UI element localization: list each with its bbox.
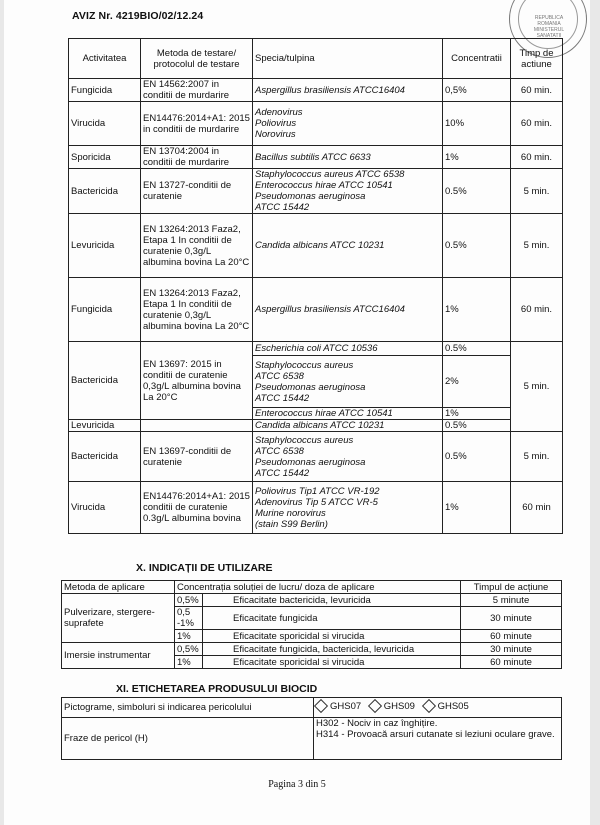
species-cell bbox=[253, 420, 443, 432]
concentration-cell: 0.5% bbox=[443, 169, 511, 214]
usage-conc-cell: 0,5% bbox=[175, 643, 203, 656]
hazard-statement: H302 - Nociv in caz înghițire. bbox=[316, 718, 438, 729]
species-name: Murine norovirus bbox=[255, 507, 326, 519]
document-page bbox=[4, 0, 590, 825]
usage-col-time: Timpul de acțiune bbox=[461, 581, 562, 594]
activity-cell: Fungicida bbox=[69, 79, 141, 102]
ghs05-pictogram: GHS05 bbox=[424, 701, 469, 712]
hazard-statement: H314 - Provoacă arsuri cutanate si leziuni oculare grave. bbox=[316, 729, 555, 740]
species-name: Staphylococcus aureus bbox=[255, 359, 354, 371]
table-header-row bbox=[69, 39, 563, 79]
activity-cell: Bactericida bbox=[69, 432, 141, 482]
species-name: Aspergillus brasiliensis ATCC16404 bbox=[255, 304, 405, 315]
method-cell: EN14476:2014+A1: 2015 in conditii de murdarire bbox=[141, 102, 253, 146]
pictogram-label: Pictograme, simboluri si indicarea pericolului bbox=[62, 698, 314, 718]
species-name: (stain S99 Berlin) bbox=[255, 518, 328, 530]
species-name: Pseudomonas aeruginosa bbox=[255, 381, 366, 393]
species-name: ATCC 6538 bbox=[255, 445, 304, 457]
table-row bbox=[69, 79, 563, 102]
usage-time-cell: 5 minute bbox=[461, 594, 562, 607]
method-cell: EN 13704:2004 in conditii de murdarire bbox=[141, 146, 253, 169]
method-cell: EN14476:2014+A1: 2015 conditii de curatenie 0.3g/L albumina bovina bbox=[141, 482, 253, 534]
usage-conc-cell: 0,5% bbox=[175, 594, 203, 607]
concentration-cell: 2% bbox=[443, 356, 511, 408]
species-cell bbox=[253, 102, 443, 146]
species-name: Aspergillus brasiliensis ATCC16404 bbox=[255, 84, 405, 96]
concentration-cell: 0.5% bbox=[443, 214, 511, 278]
table-row bbox=[69, 482, 563, 534]
species-name: Staphylococcus aureus bbox=[255, 434, 354, 446]
usage-table bbox=[61, 580, 562, 669]
time-cell: 5 min. bbox=[511, 432, 563, 482]
aviz-number: AVIZ Nr. 4219BIO/02/12.24 bbox=[72, 10, 204, 22]
activity-cell: Virucida bbox=[69, 482, 141, 534]
usage-time-cell: 60 minute bbox=[461, 630, 562, 643]
species-name: Adenovirus Tip 5 ATCC VR-5 bbox=[255, 496, 378, 508]
species-name: Poliovirus bbox=[255, 118, 297, 129]
usage-row bbox=[62, 594, 562, 607]
species-cell bbox=[253, 146, 443, 169]
activity-cell: Virucida bbox=[69, 102, 141, 146]
table-row bbox=[69, 169, 563, 214]
species-cell bbox=[253, 432, 443, 482]
activity-cell: Levuricida bbox=[69, 214, 141, 278]
table-row bbox=[69, 214, 563, 278]
time-cell: 5 min. bbox=[511, 169, 563, 214]
usage-header-row bbox=[62, 581, 562, 594]
method-cell bbox=[141, 420, 253, 432]
concentration-cell: 1% bbox=[443, 278, 511, 342]
table-row bbox=[69, 102, 563, 146]
time-cell: 5 min. bbox=[511, 214, 563, 278]
usage-desc-cell: Eficacitate bactericida, levuricida bbox=[203, 594, 461, 607]
species-name: Pseudomonas aeruginosa bbox=[255, 191, 366, 202]
concentration-cell: 0.5% bbox=[443, 432, 511, 482]
usage-method-cell: Imersie instrumentar bbox=[62, 643, 175, 669]
concentration-cell: 1% bbox=[443, 146, 511, 169]
section-x-title: X. INDICAȚII DE UTILIZARE bbox=[136, 562, 273, 574]
corrosion-icon bbox=[422, 699, 436, 713]
usage-desc-cell: Eficacitate sporicidal si virucida bbox=[203, 630, 461, 643]
species-name: Enterococcus hirae ATCC 10541 bbox=[255, 180, 393, 191]
species-name: Enterococcus hirae ATCC 10541 bbox=[255, 408, 393, 419]
activity-cell: Bactericida bbox=[69, 342, 141, 420]
col-method: Metoda de testare/ protocolul de testare bbox=[141, 39, 253, 79]
activity-table bbox=[68, 38, 563, 534]
species-cell bbox=[253, 356, 443, 408]
usage-conc-cell: 1% bbox=[175, 630, 203, 643]
col-concentration: Concentratii bbox=[443, 39, 511, 79]
time-cell: 5 min. bbox=[511, 342, 563, 432]
method-cell: EN 13264:2013 Faza2, Etapa 1 In conditii de curatenie 0,3g/L albumina bovina La 20°C bbox=[141, 214, 253, 278]
hazard-label: Fraze de pericol (H) bbox=[62, 718, 314, 760]
pictogram-cell bbox=[314, 698, 562, 718]
table-row bbox=[69, 420, 563, 432]
activity-cell: Fungicida bbox=[69, 278, 141, 342]
table-row bbox=[69, 432, 563, 482]
activity-cell: Bactericida bbox=[69, 169, 141, 214]
species-name: ATCC 15442 bbox=[255, 392, 310, 404]
usage-time-cell: 30 minute bbox=[461, 607, 562, 630]
species-cell bbox=[253, 214, 443, 278]
usage-desc-cell: Eficacitate sporicidal si virucida bbox=[203, 656, 461, 669]
activity-cell: Sporicida bbox=[69, 146, 141, 169]
species-name: ATCC 15442 bbox=[255, 467, 310, 479]
method-cell: EN 13727-conditii de curatenie bbox=[141, 169, 253, 214]
concentration-cell: 1% bbox=[443, 482, 511, 534]
time-cell: 60 min. bbox=[511, 79, 563, 102]
concentration-cell: 1% bbox=[443, 408, 511, 420]
method-cell: EN 13697: 2015 in conditii de curatenie 0,3g/L albumina bovina La 20°C bbox=[141, 342, 253, 420]
species-cell bbox=[253, 342, 443, 356]
activity-cell: Levuricida bbox=[69, 420, 141, 432]
usage-conc-cell: 1% bbox=[175, 656, 203, 669]
species-cell bbox=[253, 408, 443, 420]
table-row bbox=[69, 278, 563, 342]
hazard-statements bbox=[314, 718, 562, 760]
concentration-cell: 0.5% bbox=[443, 420, 511, 432]
section-xi-title: XI. ETICHETAREA PRODUSULUI BIOCID bbox=[116, 683, 318, 695]
species-name: Staphylococcus aureus ATCC 6538 bbox=[255, 169, 405, 180]
species-name: ATCC 6538 bbox=[255, 370, 304, 382]
stamp-text: REPUBLICA ROMANIA MINISTERUL SANATATII bbox=[533, 15, 565, 39]
species-name: Candida albicans ATCC 10231 bbox=[255, 420, 385, 431]
pictogram-row bbox=[62, 698, 562, 718]
usage-col-conc: Concentrația soluției de lucru/ doza de aplicare bbox=[175, 581, 461, 594]
ghs09-pictogram: GHS09 bbox=[370, 701, 415, 712]
usage-time-cell: 60 minute bbox=[461, 656, 562, 669]
concentration-cell: 0.5% bbox=[443, 342, 511, 356]
species-cell bbox=[253, 278, 443, 342]
usage-row bbox=[62, 643, 562, 656]
method-cell: EN 13697-conditii de curatenie bbox=[141, 432, 253, 482]
col-species: Specia/tulpina bbox=[253, 39, 443, 79]
environment-icon bbox=[368, 699, 382, 713]
table-row bbox=[69, 146, 563, 169]
usage-conc-cell: 0,5 -1% bbox=[175, 607, 203, 630]
species-name: ATCC 15442 bbox=[255, 202, 310, 213]
concentration-cell: 10% bbox=[443, 102, 511, 146]
usage-col-method: Metoda de aplicare bbox=[62, 581, 175, 594]
ghs07-pictogram: GHS07 bbox=[316, 701, 361, 712]
page-number: Pagina 3 din 5 bbox=[268, 779, 326, 790]
species-name: Candida albicans ATCC 10231 bbox=[255, 240, 385, 251]
species-cell bbox=[253, 482, 443, 534]
method-cell: EN 14562:2007 in conditii de murdarire bbox=[141, 79, 253, 102]
species-name: Adenovirus bbox=[255, 107, 303, 118]
table-row bbox=[69, 342, 563, 356]
species-name: Norovirus bbox=[255, 129, 296, 140]
time-cell: 60 min. bbox=[511, 102, 563, 146]
species-name: Escherichia coli ATCC 10536 bbox=[255, 343, 378, 354]
time-cell: 60 min. bbox=[511, 146, 563, 169]
method-cell: EN 13264:2013 Faza2, Etapa 1 In conditii de curatenie 0,3g/L albumina bovina La 20°C bbox=[141, 278, 253, 342]
species-cell bbox=[253, 169, 443, 214]
time-cell: 60 min. bbox=[511, 278, 563, 342]
hazard-row bbox=[62, 718, 562, 760]
species-name: Bacillus subtilis ATCC 6633 bbox=[255, 151, 371, 163]
time-cell: 60 min bbox=[511, 482, 563, 534]
usage-desc-cell: Eficacitate fungicida, bactericida, levuricida bbox=[203, 643, 461, 656]
col-activity: Activitatea bbox=[69, 39, 141, 79]
usage-desc-cell: Eficacitate fungicida bbox=[203, 607, 461, 630]
species-name: Pseudomonas aeruginosa bbox=[255, 456, 366, 468]
concentration-cell: 0,5% bbox=[443, 79, 511, 102]
species-cell bbox=[253, 79, 443, 102]
col-time: Timp de actiune bbox=[511, 39, 563, 79]
species-name: Poliovirus Tip1 ATCC VR-192 bbox=[255, 485, 380, 497]
labeling-table bbox=[61, 697, 562, 760]
usage-method-cell: Pulverizare, stergere-suprafete bbox=[62, 594, 175, 643]
usage-time-cell: 30 minute bbox=[461, 643, 562, 656]
exclamation-icon bbox=[314, 699, 328, 713]
